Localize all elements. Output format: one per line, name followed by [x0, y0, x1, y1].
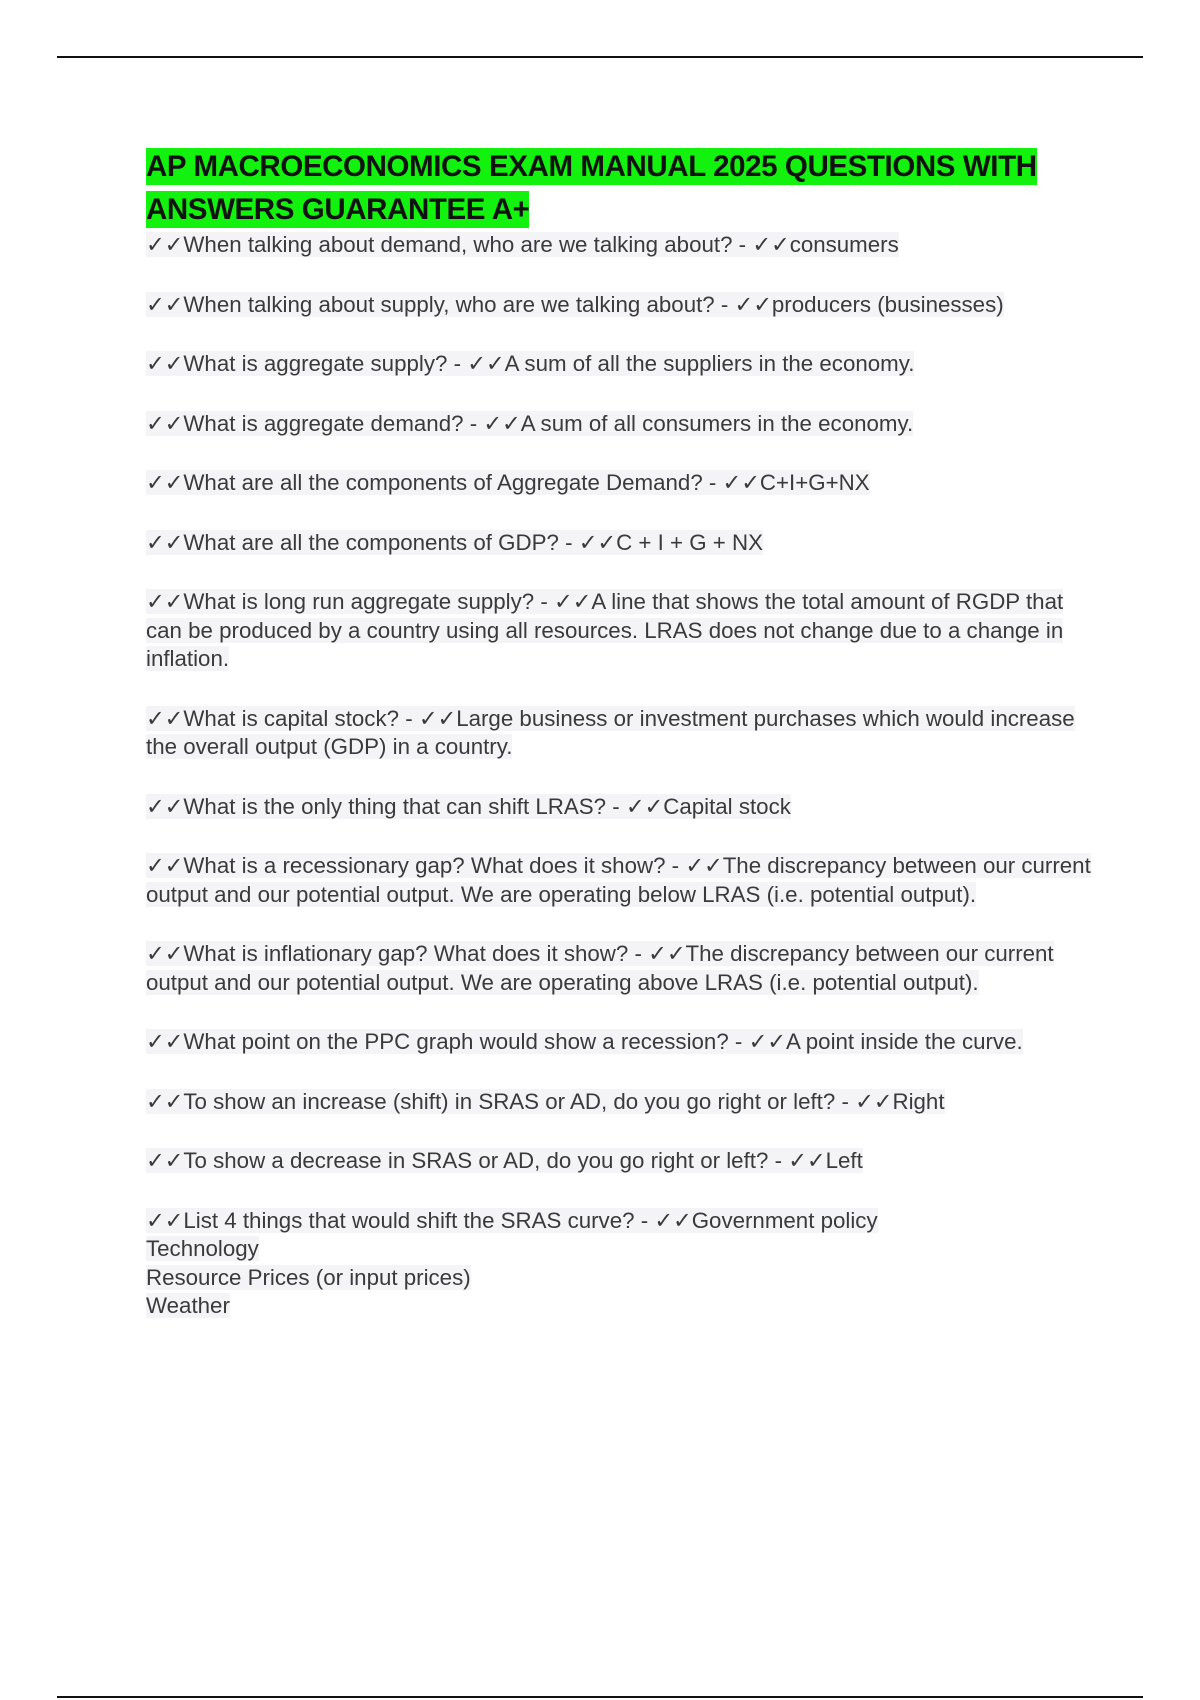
document-body — [146, 145, 1096, 1352]
answer-check-marks: ✓✓ — [855, 1088, 893, 1114]
separator: - — [534, 589, 554, 614]
qa-text — [146, 232, 899, 257]
question-text: What point on the PPC graph would show a recession? — [183, 1029, 729, 1054]
answer-extra-text: Weather — [146, 1293, 230, 1318]
question-text: List 4 things that would shift the SRAS curve? — [183, 1207, 635, 1233]
qa-text — [146, 1089, 945, 1114]
qa-item — [146, 588, 1096, 674]
answer-check-marks: ✓✓ — [788, 1148, 826, 1173]
separator: - — [714, 291, 735, 317]
answer-text: Left — [825, 1148, 863, 1173]
answer-check-marks: ✓✓ — [734, 291, 772, 317]
qa-item — [146, 1147, 1096, 1176]
answer-extra-text: Resource Prices (or input prices) — [146, 1264, 471, 1290]
qa-item — [146, 705, 1096, 762]
answer-check-marks: ✓✓ — [748, 1029, 786, 1054]
question-check-marks: ✓✓ — [146, 941, 184, 966]
answer-text: The discrepancy between our current output and our potential output. We are operating above LRAS (i.e. potential output). — [146, 941, 1054, 995]
document-title: AP MACROECONOMICS EXAM MANUAL 2025 QUESTIONS WITH ANSWERS GUARANTEE A+ — [146, 150, 1037, 226]
qa-item — [146, 529, 1096, 558]
question-check-marks: ✓✓ — [146, 1088, 184, 1114]
answer-text: A line that shows the total amount of RGDP that can be produced by a country using all resources. LRAS does not change due to a change in inflation. — [146, 589, 1064, 671]
qa-item — [146, 469, 1096, 498]
qa-text — [146, 1148, 863, 1173]
qa-text — [146, 589, 1063, 671]
question-check-marks: ✓✓ — [146, 705, 184, 731]
answer-check-marks: ✓✓ — [578, 529, 617, 555]
question-text: To show an increase (shift) in SRAS or AD, do you go right or left? — [183, 1088, 836, 1114]
question-text: What are all the components of GDP? — [183, 529, 559, 555]
answer-check-marks: ✓✓ — [418, 705, 457, 731]
separator: - — [628, 941, 649, 966]
answer-text: Large business or investment purchases which would increase the overall output (GDP) in a country. — [146, 705, 1075, 759]
qa-item — [146, 350, 1096, 379]
answer-check-marks: ✓✓ — [625, 793, 664, 819]
question-check-marks: ✓✓ — [146, 589, 184, 614]
question-check-marks: ✓✓ — [146, 1148, 184, 1173]
qa-item — [146, 793, 1096, 822]
question-text: When talking about demand, who are we talking about? — [183, 232, 733, 257]
separator: - — [606, 793, 626, 819]
qa-text — [146, 292, 1004, 317]
separator: - — [399, 705, 419, 731]
answer-check-marks: ✓✓ — [654, 1207, 692, 1233]
answer-text: The discrepancy between our current output and our potential output. We are operating below LRAS (i.e. potential output). — [146, 853, 1091, 907]
qa-item — [146, 291, 1096, 320]
question-text: What is capital stock? — [183, 705, 399, 731]
question-text: When talking about supply, who are we talking about? — [183, 291, 715, 317]
answer-text: C+I+G+NX — [759, 470, 870, 495]
qa-item — [146, 852, 1096, 909]
answer-extra-line — [146, 1292, 1096, 1321]
answer-text: A sum of all the suppliers in the economy. — [504, 351, 915, 376]
answer-text: producers (businesses) — [771, 291, 1004, 317]
qa-item — [146, 1207, 1096, 1321]
question-text: What is aggregate supply? — [183, 351, 448, 376]
answer-text: A sum of all consumers in the economy. — [520, 410, 914, 436]
qa-text — [146, 470, 870, 495]
question-check-marks: ✓✓ — [146, 351, 184, 376]
qa-text — [146, 530, 763, 555]
question-text: What is a recessionary gap? What does it show? — [183, 853, 666, 878]
separator: - — [634, 1207, 655, 1233]
answer-check-marks: ✓✓ — [685, 853, 723, 878]
question-check-marks: ✓✓ — [146, 291, 184, 317]
answer-check-marks: ✓✓ — [467, 351, 505, 376]
qa-item — [146, 1088, 1096, 1117]
qa-item — [146, 410, 1096, 439]
qa-item — [146, 940, 1096, 997]
answer-text: Government policy — [691, 1207, 878, 1233]
qa-text — [146, 351, 914, 376]
answer-text: Right — [892, 1088, 945, 1114]
question-check-marks: ✓✓ — [146, 410, 184, 436]
question-text: What are all the components of Aggregate Demand? — [183, 470, 703, 495]
question-text: What is inflationary gap? What does it show? — [183, 941, 629, 966]
qa-list — [146, 231, 1096, 1321]
separator: - — [835, 1088, 856, 1114]
qa-text — [146, 853, 1091, 907]
answer-text: C + I + G + NX — [616, 529, 763, 555]
question-check-marks: ✓✓ — [146, 1029, 184, 1054]
answer-extra-line — [146, 1264, 1096, 1293]
question-check-marks: ✓✓ — [146, 793, 184, 819]
separator: - — [463, 410, 484, 436]
qa-item — [146, 1028, 1096, 1057]
question-text: What is long run aggregate supply? — [183, 589, 535, 614]
qa-text — [146, 706, 1075, 760]
qa-item — [146, 231, 1096, 260]
separator: - — [447, 351, 468, 376]
separator: - — [558, 529, 579, 555]
answer-check-marks: ✓✓ — [483, 410, 521, 436]
answer-check-marks: ✓✓ — [752, 232, 790, 257]
answer-check-marks: ✓✓ — [553, 589, 592, 614]
header-rule — [57, 56, 1143, 58]
question-text: What is the only thing that can shift LRAS? — [183, 793, 607, 819]
separator: - — [728, 1029, 749, 1054]
question-check-marks: ✓✓ — [146, 529, 184, 555]
question-check-marks: ✓✓ — [146, 470, 184, 495]
qa-text — [146, 1029, 1023, 1054]
separator: - — [732, 232, 753, 257]
question-check-marks: ✓✓ — [146, 1207, 184, 1233]
qa-text — [146, 941, 1054, 995]
qa-text — [146, 411, 913, 436]
question-check-marks: ✓✓ — [146, 853, 184, 878]
question-text: What is aggregate demand? — [183, 410, 464, 436]
answer-extra-text: Technology — [146, 1236, 259, 1261]
separator: - — [768, 1148, 789, 1173]
question-text: To show a decrease in SRAS or AD, do you go right or left? — [183, 1148, 769, 1173]
answer-extra-line — [146, 1235, 1096, 1264]
separator: - — [702, 470, 723, 495]
answer-text: consumers — [789, 232, 899, 257]
answer-text: A point inside the curve. — [785, 1029, 1023, 1054]
footer-rule — [57, 1696, 1143, 1698]
qa-text — [146, 1208, 878, 1233]
answer-text: Capital stock — [663, 793, 791, 819]
answer-check-marks: ✓✓ — [722, 470, 760, 495]
qa-text — [146, 794, 791, 819]
question-check-marks: ✓✓ — [146, 232, 184, 257]
answer-check-marks: ✓✓ — [648, 941, 686, 966]
separator: - — [665, 853, 686, 878]
